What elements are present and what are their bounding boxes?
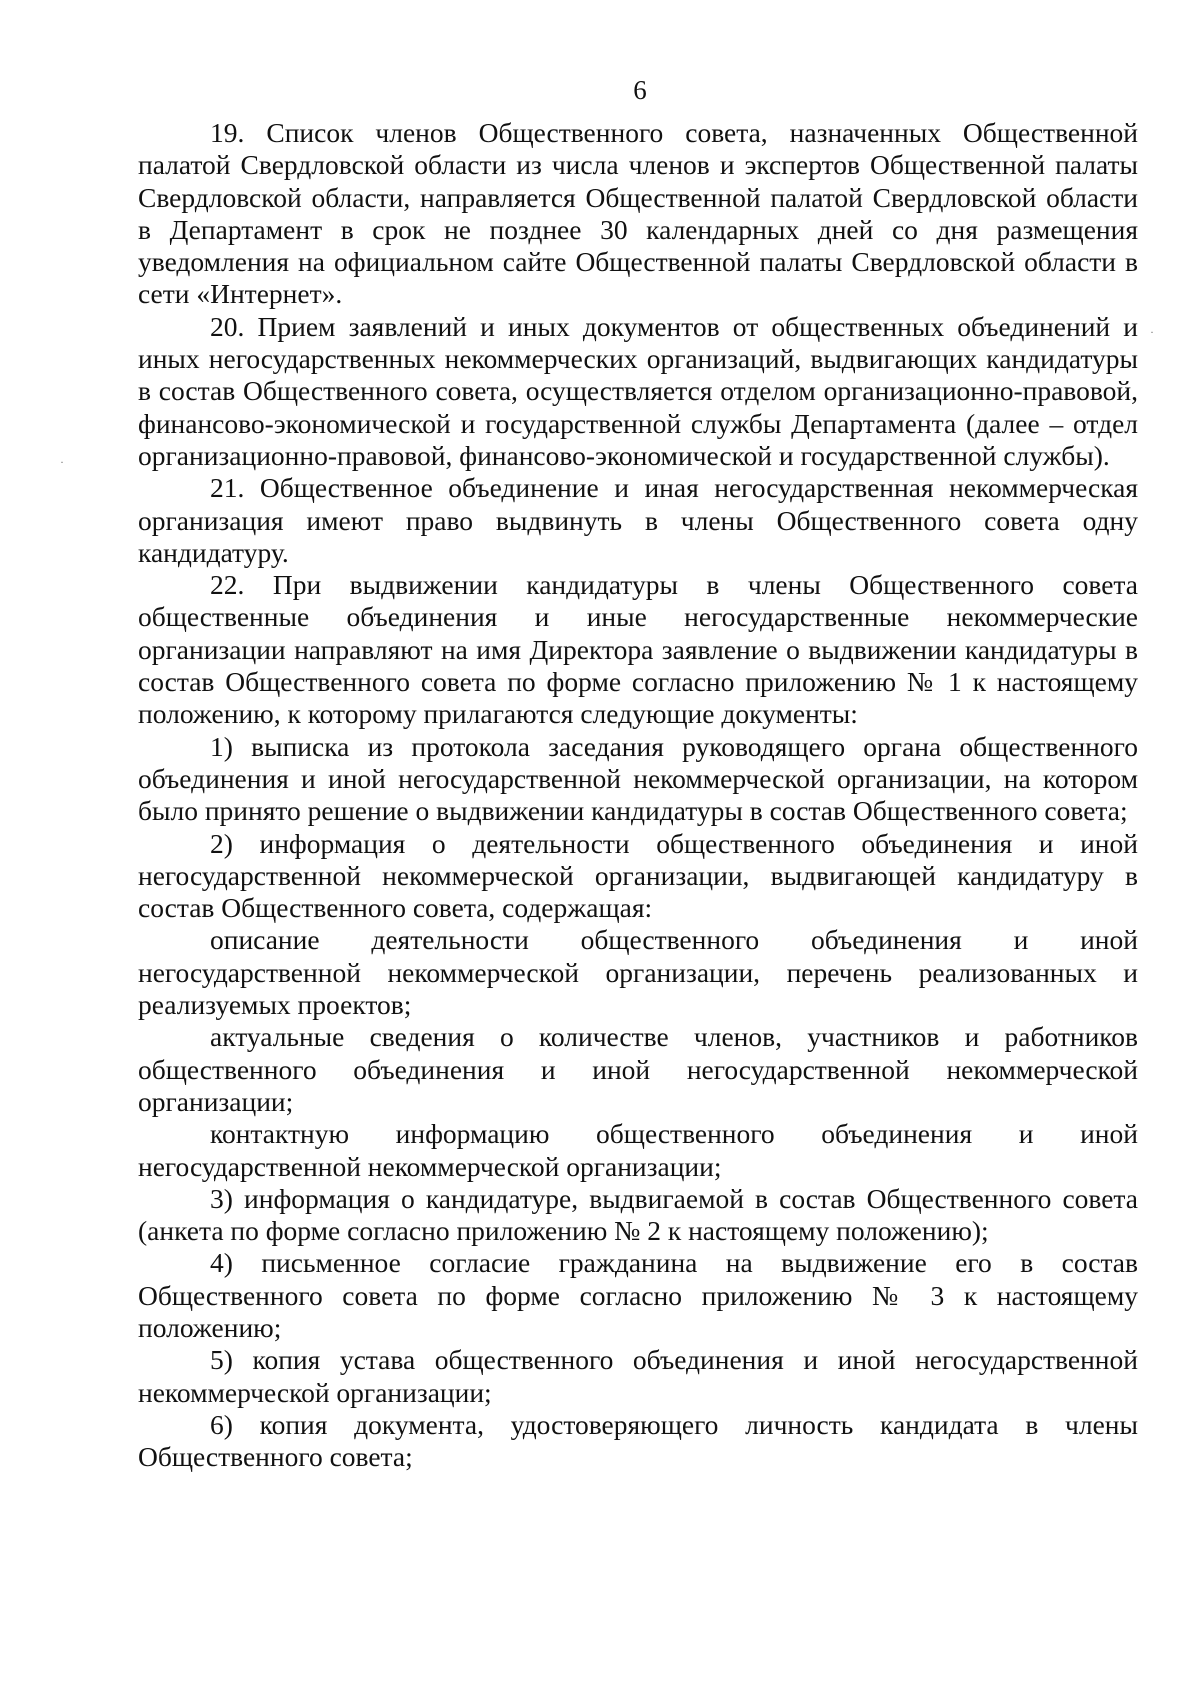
list-subitem-members: актуальные сведения о количестве членов, участников и работников общественного объединения и иной негосударственной некоммерческой организации;	[138, 1021, 1138, 1117]
paragraph-22: 22. При выдвижении кандидатуры в члены Общественного совета общественные объединения и иные негосударственные некоммерческие организации направляют на имя Директора заявление о выдвижении кандидатуры в состав Общественного совета по форме согласно приложению № 1 к настоящему положению, к которому прилагаются следующие документы:	[138, 569, 1138, 730]
document-body	[138, 117, 1138, 1473]
scan-speck: ·	[1150, 325, 1154, 339]
list-item-5: 5) копия устава общественного объединения и иной негосударственной некоммерческой организации;	[138, 1344, 1138, 1408]
page-number: 6	[633, 75, 647, 105]
list-item-3: 3) информация о кандидатуре, выдвигаемой в состав Общественного совета (анкета по форме согласно приложению № 2 к настоящему положению);	[138, 1182, 1138, 1247]
list-item-4: 4) письменное согласие гражданина на выдвижение его в состав Общественного совета по форме согласно приложению № 3 к настоящему положению;	[138, 1247, 1138, 1343]
list-item-2: 2) информация о деятельности общественного объединения и иной негосударственной некоммерческой организации, выдвигающей кандидатуру в состав Общественного совета, содержащая:	[138, 827, 1138, 924]
paragraph-20: 20. Прием заявлений и иных документов от общественных объединений и иных негосударственных некоммерческих организаций, выдвигающих кандидатуры в состав Общественного совета, осуществляется отделом организационно-правовой, финансово-экономической и государственной службы Департамента (далее – отдел организационно-правовой, финансово-экономической и государственной службы).	[138, 310, 1138, 471]
paragraph-19: 19. Список членов Общественного совета, назначенных Общественной палатой Свердловской области из числа членов и экспертов Общественной палаты Свердловской области, направляется Общественной палатой Свердловской области в Департамент в срок не позднее 30 календарных дней со дня размещения уведомления на официальном сайте Общественной палаты Свердловской области в сети «Интернет».	[138, 117, 1138, 310]
list-subitem-contacts: контактную информацию общественного объединения и иной негосударственной некоммерческой организации;	[138, 1118, 1138, 1182]
list-subitem-description: описание деятельности общественного объединения и иной негосударственной некоммерческой организации, перечень реализованных и реализуемых проектов;	[138, 924, 1138, 1021]
scan-speck: ·	[60, 455, 64, 469]
list-item-1: 1) выписка из протокола заседания руководящего органа общественного объединения и иной негосударственной некоммерческой организации, на котором было принято решение о выдвижении кандидатуры в состав Общественного совета;	[138, 730, 1138, 827]
list-item-6: 6) копия документа, удостоверяющего личность кандидата в члены Общественного совета;	[138, 1408, 1138, 1473]
paragraph-21: 21. Общественное объединение и иная негосударственная некоммерческая организация имеют право выдвинуть в члены Общественного совета одну кандидатуру.	[138, 472, 1138, 568]
